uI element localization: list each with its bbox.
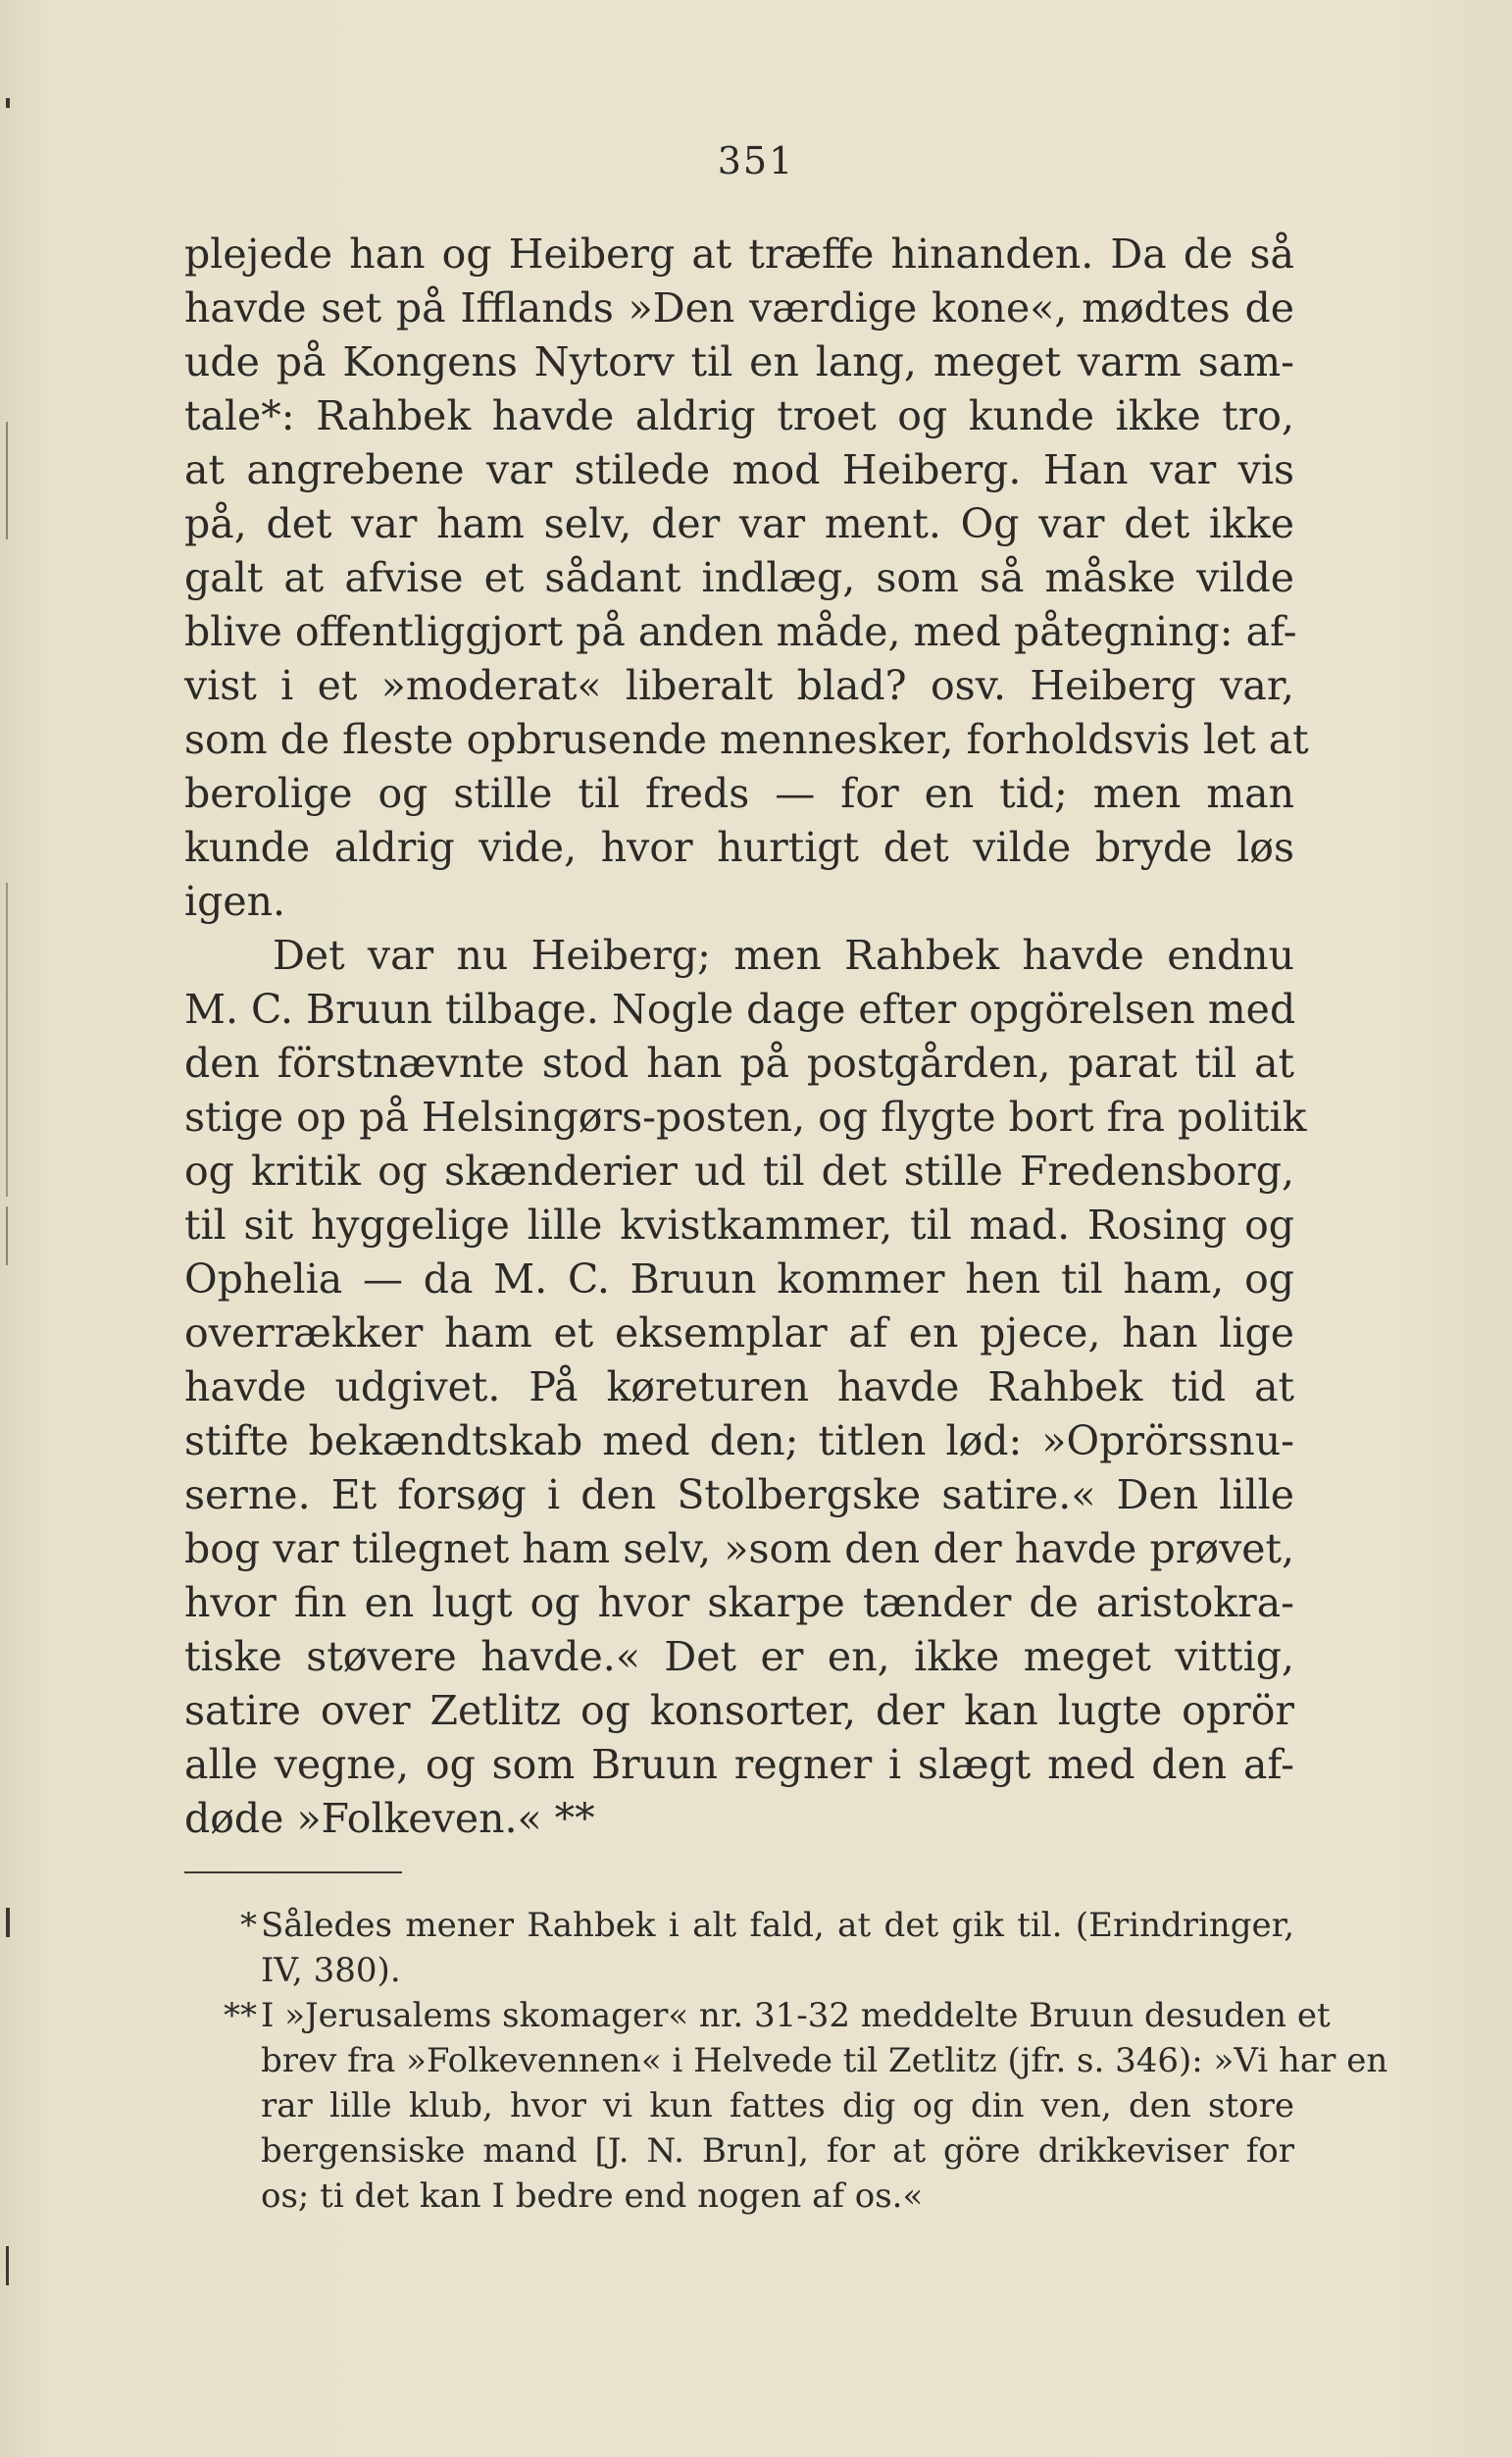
text-line: havde udgivet. På køreturen havde Rahbek tid at (184, 1363, 1294, 1410)
text-line: havde set på Ifflands »Den værdige kone«, mødtes de (184, 284, 1294, 332)
footnote-line: brev fra »Folkevennen« i Helvede til Zetlitz (jfr. s. 346): »Vi har en (261, 2041, 1388, 2080)
text-line: at angrebene var stilede mod Heiberg. Han var vis (184, 446, 1294, 493)
text-line: bog var tilegnet ham selv, »som den der havde prøvet, (184, 1525, 1294, 1572)
footnote-line: bergensiske mand [J. N. Brun], for at göre drikkeviser for (261, 2131, 1294, 2171)
text-line: Ophelia — da M. C. Bruun kommer hen til ham, og (184, 1255, 1294, 1303)
footnote-line: rar lille klub, hvor vi kun fattes dig og din ven, den store (261, 2086, 1294, 2125)
page-number: 351 (717, 139, 795, 182)
text-line: døde »Folkeven.« ** (184, 1795, 595, 1842)
text-line: satire over Zetlitz og konsorter, der kan lugte oprör (184, 1687, 1294, 1734)
margin-mark (6, 1908, 10, 1937)
text-line: vist i et »moderat« liberalt blad? osv. Heiberg var, (184, 662, 1294, 709)
text-line: og kritik og skænderier ud til det stille Fredensborg, (184, 1148, 1294, 1195)
text-line: blive offentliggjort på anden måde, med påtegning: af- (184, 608, 1297, 655)
margin-mark (6, 98, 10, 108)
margin-mark (6, 2246, 9, 2285)
text-line: den förstnævnte stod han på postgården, parat til at (184, 1040, 1294, 1087)
footnote-divider (184, 1871, 402, 1873)
footnote (192, 1903, 1294, 1993)
footnote-line: Således mener Rahbek i alt fald, at det gik til. (Erindringer, (261, 1906, 1294, 1945)
text-line: plejede han og Heiberg at træffe hinanden. Da de så (184, 230, 1294, 278)
margin-mark (6, 883, 8, 1197)
footnote-marker: * (240, 1906, 257, 1945)
text-line: berolige og stille til freds — for en tid; men man (184, 770, 1294, 817)
text-line: på, det var ham selv, der var ment. Og var det ikke (184, 500, 1294, 547)
margin-mark (6, 1206, 8, 1265)
text-line: stige op på Helsingørs-posten, og flygte bort fra politik (184, 1094, 1307, 1141)
footnote-line: I »Jerusalems skomager« nr. 31-32 meddelte Bruun desuden et (261, 1996, 1331, 2035)
footnote-marker: ** (224, 1996, 257, 2035)
text-line: som de fleste opbrusende mennesker, forholdsvis let at (184, 716, 1309, 763)
text-line: galt at afvise et sådant indlæg, som så måske vilde (184, 554, 1294, 601)
text-line: tiske støvere havde.« Det er en, ikke meget vittig, (184, 1633, 1294, 1680)
text-line: ude på Kongens Nytorv til en lang, meget varm sam- (184, 338, 1294, 385)
text-line: igen. (184, 878, 286, 925)
footnotes (192, 1903, 1388, 2219)
text-line: til sit hyggelige lille kvistkammer, til mad. Rosing og (184, 1202, 1294, 1249)
footnote-line: IV, 380). (261, 1951, 401, 1990)
paragraph-start-line: Det var nu Heiberg; men Rahbek havde endnu (273, 932, 1294, 979)
text-line: alle vegne, og som Bruun regner i slægt med den af- (184, 1741, 1294, 1788)
footnote-line: os; ti det kan I bedre end nogen af os.« (261, 2176, 924, 2216)
text-line: overrækker ham et eksemplar af en pjece, han lige (184, 1309, 1294, 1356)
text-line: kunde aldrig vide, hvor hurtigt det vilde bryde løs (184, 824, 1294, 871)
margin-mark (6, 422, 8, 539)
text-line: hvor fin en lugt og hvor skarpe tænder de aristokra- (184, 1579, 1294, 1626)
footnote (192, 1993, 1388, 2219)
text-line: tale*: Rahbek havde aldrig troet og kunde ikke tro, (184, 392, 1294, 439)
body-text (184, 228, 1309, 1846)
text-line: serne. Et forsøg i den Stolbergske satire.« Den lille (184, 1471, 1294, 1518)
text-line: stifte bekændtskab med den; titlen lød: »Oprörssnu- (184, 1417, 1294, 1464)
text-line: M. C. Bruun tilbage. Nogle dage efter opgörelsen med (184, 986, 1296, 1033)
